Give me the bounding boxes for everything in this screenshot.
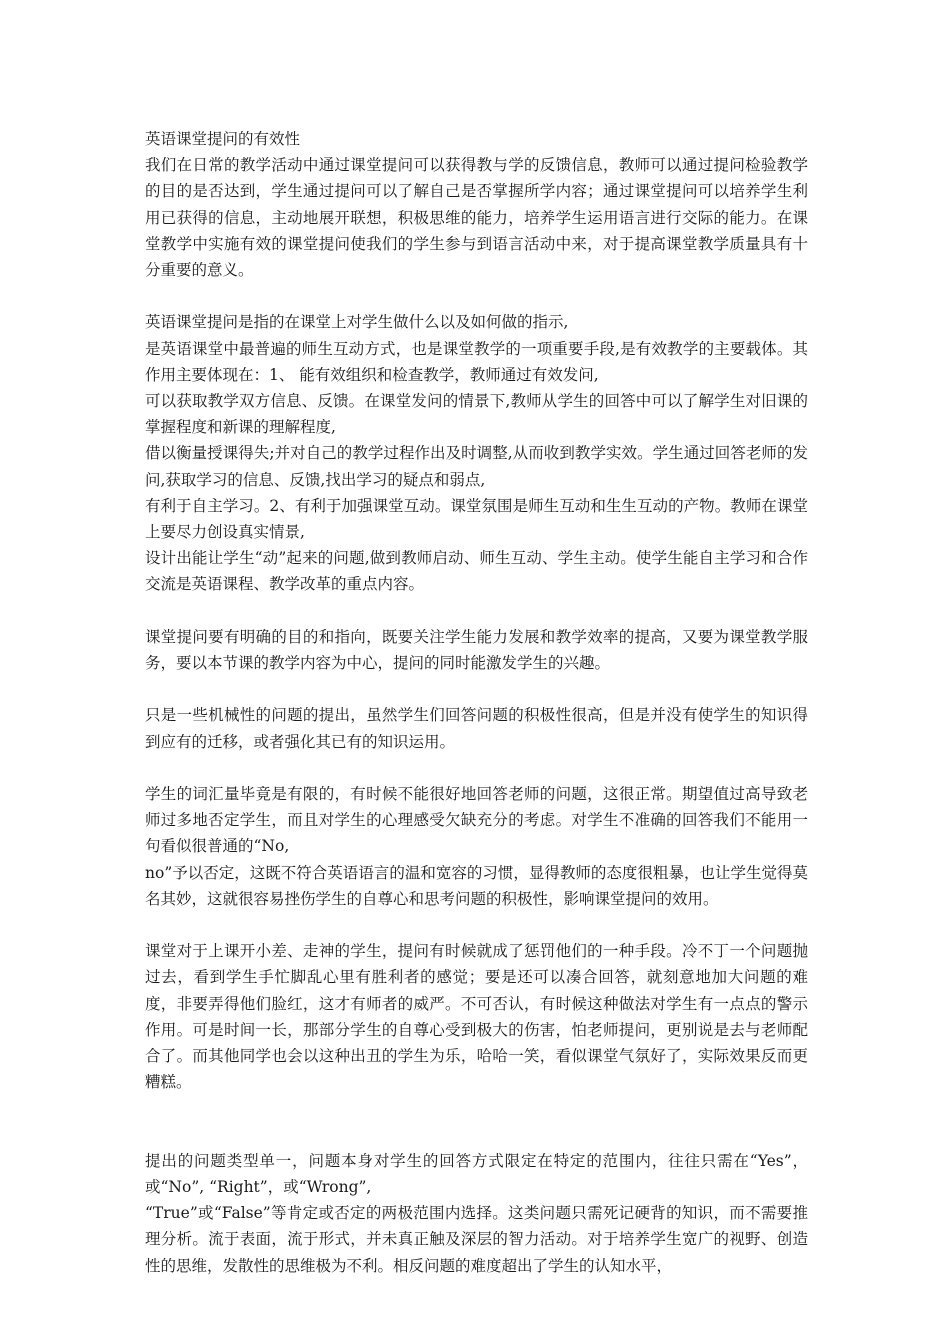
paragraph-definition-line-4: 借以衡量授课得失;并对自己的教学过程作出及时调整,从而收到教学实效。学生通过回答老师的发问,获取学习的信息、反馈,找出学习的疑点和弱点, (145, 444, 808, 489)
paragraph-vocabulary-line-2: no”予以否定，这既不符合英语语言的温和宽容的习惯，显得教师的态度很粗暴，也让学生觉得莫名其妙，这就很容易挫伤学生的自尊心和思考问题的积极性，影响课堂提问的效用。 (145, 863, 808, 908)
blank-line (145, 676, 808, 702)
blank-line (145, 283, 808, 309)
paragraph-intro: 我们在日常的教学活动中通过课堂提问可以获得教与学的反馈信息，教师可以通过提问检验教学的目的是否达到，学生通过提问可以了解自己是否掌握所学内容；通过课堂提问可以培养学生利用已获得的信息，主动地展开联想，积极思维的能力，培养学生运用语言进行交际的能力。在课堂教学中实施有效的课堂提问使我们的学生参与到语言活动中来，对于提高课堂教学质量具有十分重要的意义。 (145, 156, 808, 280)
paragraph-definition-line-1: 英语课堂提问是指的在课堂上对学生做什么以及如何做的指示, (145, 313, 569, 332)
paragraph-definition-line-5: 有利于自主学习。2、有利于加强课堂互动。课堂氛围是师生互动和生生互动的产物。教师在课堂上要尽力创设真实情景, (145, 496, 808, 542)
blank-line (145, 598, 808, 624)
paragraph-question-types-line-2: “True”或“False”等肯定或否定的两极范围内选择。这类问题只需死记硬背的知识，而不需要推理分析。流于表面，流于形式，并未真正触及深层的智力活动。对于培养学生宽广的视野、创造性的思维，发散性的思维极为不利。相反问题的难度超出了学生的认知水平， (145, 1204, 808, 1275)
document-body (145, 126, 808, 1279)
paragraph-definition-line-6: 设计出能让学生“动”起来的问题,做到教师启动、师生互动、学生主动。使学生能自主学习和合作交流是英语课程、教学改革的重点内容。 (145, 549, 808, 594)
blank-lines (145, 1095, 808, 1147)
paragraph-mechanical-questions: 只是一些机械性的问题的提出，虽然学生们回答问题的积极性很高，但是并没有使学生的知识得到应有的迁移，或者强化其已有的知识运用。 (145, 706, 808, 751)
paragraph-definition-line-3: 可以获取教学双方信息、反馈。在课堂发问的情景下,教师从学生的回答中可以了解学生对旧课的掌握程度和新课的理解程度, (145, 392, 808, 437)
paragraph-definition-line-2: 是英语课堂中最普遍的师生互动方式，也是课堂教学的一项重要手段,是有效教学的主要载体。其作用主要体现在：1、 能有效组织和检查教学，教师通过有效发问, (145, 339, 808, 384)
blank-line (145, 912, 808, 938)
paragraph-vocabulary-line-1: 学生的词汇量毕竟是有限的，有时候不能很好地回答老师的问题，这很正常。期望值过高导致老师过多地否定学生，而且对学生的心理感受欠缺充分的考虑。对学生不准确的回答我们不能用一句看似很普通的“No, (145, 785, 808, 856)
blank-line (145, 755, 808, 781)
paragraph-question-types-line-1: 提出的问题类型单一，问题本身对学生的回答方式限定在特定的范围内，往往只需在“Yes”，或“No”, “Right”，或“Wrong”, (145, 1151, 808, 1197)
paragraph-punishment: 课堂对于上课开小差、走神的学生，提问有时候就成了惩罚他们的一种手段。冷不丁一个问题抛过去，看到学生手忙脚乱心里有胜利者的感觉；要是还可以凑合回答，就刻意地加大问题的难度，非要弄得他们脸红，这才有师者的威严。不可否认，有时候这种做法对学生有一点点的警示作用。可是时间一长，那部分学生的自尊心受到极大的伤害，怕老师提问，更别说是去与老师配合了。而其他同学也会以这种出丑的学生为乐，哈哈一笑，看似课堂气氛好了，实际效果反而更糟糕。 (145, 942, 808, 1092)
paragraph-purpose: 课堂提问要有明确的目的和指向，既要关注学生能力发展和教学效率的提高，又要为课堂教学服务，要以本节课的教学内容为中心，提问的同时能激发学生的兴趣。 (145, 627, 808, 673)
document-title: 英语课堂提问的有效性 (145, 130, 301, 148)
